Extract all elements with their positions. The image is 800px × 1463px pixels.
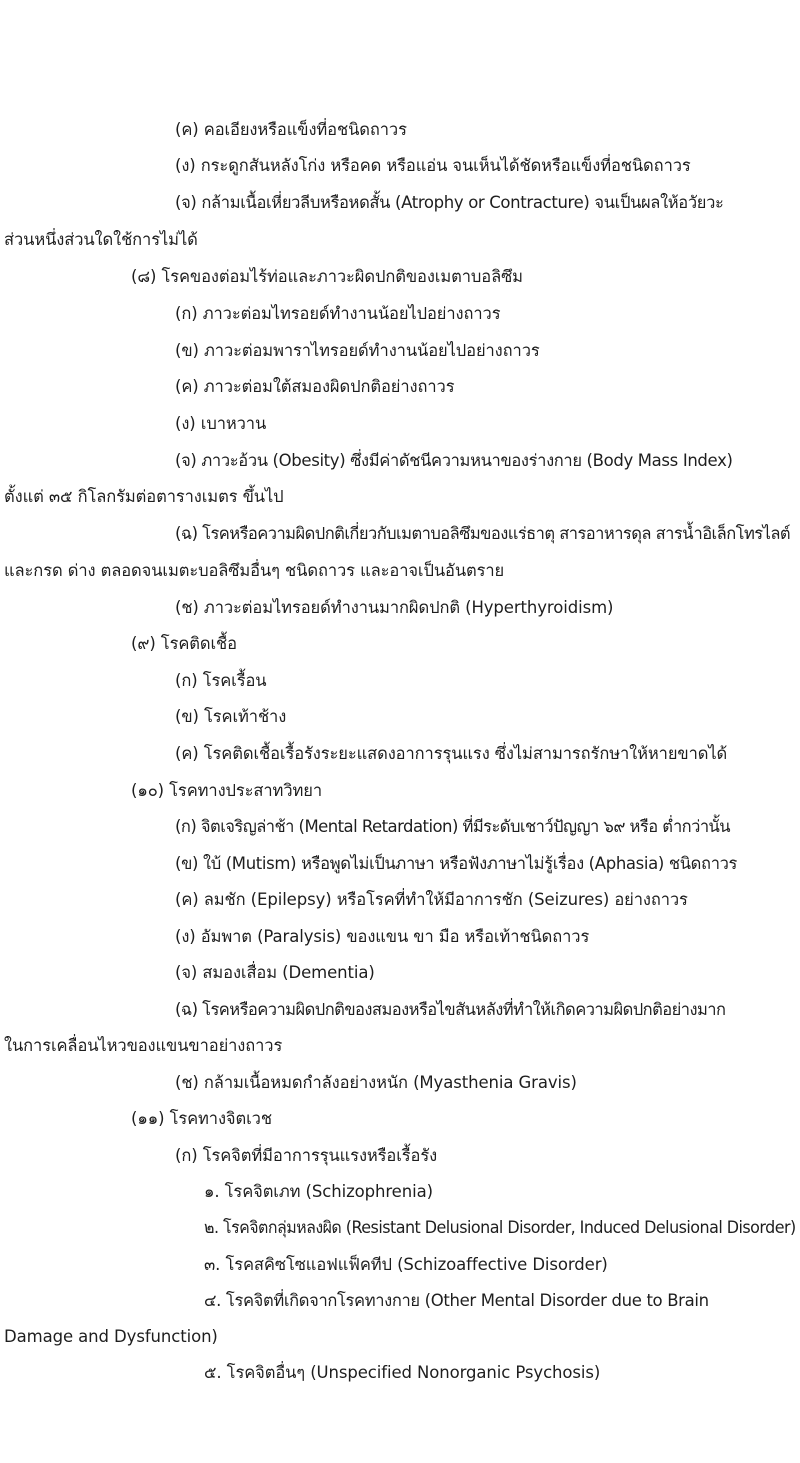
text-line: และกรด ด่าง ตลอดจนเมตะบอลิซึมอื่นๆ ชนิดถาวร และอาจเป็นอันตราย xyxy=(4,561,505,580)
section-heading: (๘) โรคของต่อมไร้ท่อและภาวะผิดปกติของเมตาบอลิซึม xyxy=(131,267,523,286)
text-line: (ก) โรคจิตที่มีอาการรุนแรงหรือเรื้อรัง xyxy=(175,1146,438,1165)
text-line: (ช) กล้ามเนื้อหมดกำลังอย่างหนัก (Myasthenia Gravis) xyxy=(175,1073,577,1092)
text-line: (ช) ภาวะต่อมไทรอยด์ทำงานมากผิดปกติ (Hyperthyroidism) xyxy=(175,598,614,617)
text-line: (จ) ภาวะอ้วน (Obesity) ซึ่งมีค่าดัชนีความหนาของร่างกาย (Body Mass Index) xyxy=(175,451,733,470)
text-line: Damage and Dysfunction) xyxy=(4,1327,218,1346)
text-line: (ค) ลมชัก (Epilepsy) หรือโรคที่ทำให้มีอาการชัก (Seizures) อย่างถาวร xyxy=(175,890,688,909)
text-line: (จ) สมองเสื่อม (Dementia) xyxy=(175,963,375,982)
text-line: (จ) กล้ามเนื้อเหี่ยวลีบหรือหดสั้น (Atrophy or Contracture) จนเป็นผลให้อวัยวะ xyxy=(175,193,724,212)
text-line: (ก) จิตเจริญล่าช้า (Mental Retardation) ที่มีระดับเชาว์ปัญญา ๖๙ หรือ ต่ำกว่านั้น xyxy=(175,817,731,836)
text-line: (ง) เบาหวาน xyxy=(175,414,267,433)
text-line: (ค) ภาวะต่อมใต้สมองผิดปกติอย่างถาวร xyxy=(175,377,455,396)
text-line: ๒. โรคจิตกลุ่มหลงผิด (Resistant Delusional Disorder, Induced Delusional Disorder) xyxy=(204,1218,796,1237)
text-line: ๑. โรคจิตเภท (Schizophrenia) xyxy=(204,1182,433,1201)
text-line: ๔. โรคจิตที่เกิดจากโรคทางกาย (Other Mental Disorder due to Brain xyxy=(204,1291,709,1310)
section-heading: (๑๐) โรคทางประสาทวิทยา xyxy=(131,781,323,800)
text-line: ๕. โรคจิตอื่นๆ (Unspecified Nonorganic Psychosis) xyxy=(204,1363,601,1382)
text-line: (ก) โรคเรื้อน xyxy=(175,671,267,690)
text-line: (ฉ) โรคหรือความผิดปกติเกี่ยวกับเมตาบอลิซึมของแร่ธาตุ สารอาหารดุล สารน้ำอิเล็กโทรไลต์ xyxy=(175,524,791,543)
text-line: ตั้งแต่ ๓๕ กิโลกรัมต่อตารางเมตร ขึ้นไป xyxy=(4,487,284,506)
text-line: (ง) กระดูกสันหลังโก่ง หรือคด หรือแอ่น จนเห็นได้ชัดหรือแข็งที่อชนิดถาวร xyxy=(175,156,691,175)
text-line: (ข) ใบ้ (Mutism) หรือพูดไม่เป็นภาษา หรือฟังภาษาไม่รู้เรื่อง (Aphasia) ชนิดถาวร xyxy=(175,854,738,873)
text-line: (ฉ) โรคหรือความผิดปกติของสมองหรือไขสันหลังที่ทำให้เกิดความผิดปกติอย่างมาก xyxy=(175,1000,726,1019)
text-line: (ค) โรคติดเชื้อเรื้อรังระยะแสดงอาการรุนแรง ซึ่งไม่สามารถรักษาให้หายขาดได้ xyxy=(175,744,728,763)
text-line: ๓. โรคสคิซโซแอฟแฟ็คทีป (Schizoaffective Disorder) xyxy=(204,1255,608,1274)
text-line: (ข) ภาวะต่อมพาราไทรอยด์ทำงานน้อยไปอย่างถาวร xyxy=(175,341,540,360)
text-line: (ง) อัมพาต (Paralysis) ของแขน ขา มือ หรือเท้าชนิดถาวร xyxy=(175,927,590,946)
text-line: ในการเคลื่อนไหวของแขนขาอย่างถาวร xyxy=(4,1036,283,1055)
section-heading: (๑๑) โรคทางจิตเวช xyxy=(131,1109,272,1128)
text-line: (ข) โรคเท้าช้าง xyxy=(175,707,287,726)
text-line: (ค) คอเอียงหรือแข็งที่อชนิดถาวร xyxy=(175,120,407,139)
text-line: ส่วนหนึ่งส่วนใดใช้การไม่ได้ xyxy=(4,230,198,249)
text-line: (ก) ภาวะต่อมไทรอยด์ทำงานน้อยไปอย่างถาวร xyxy=(175,304,501,323)
section-heading: (๙) โรคติดเชื้อ xyxy=(131,634,237,653)
